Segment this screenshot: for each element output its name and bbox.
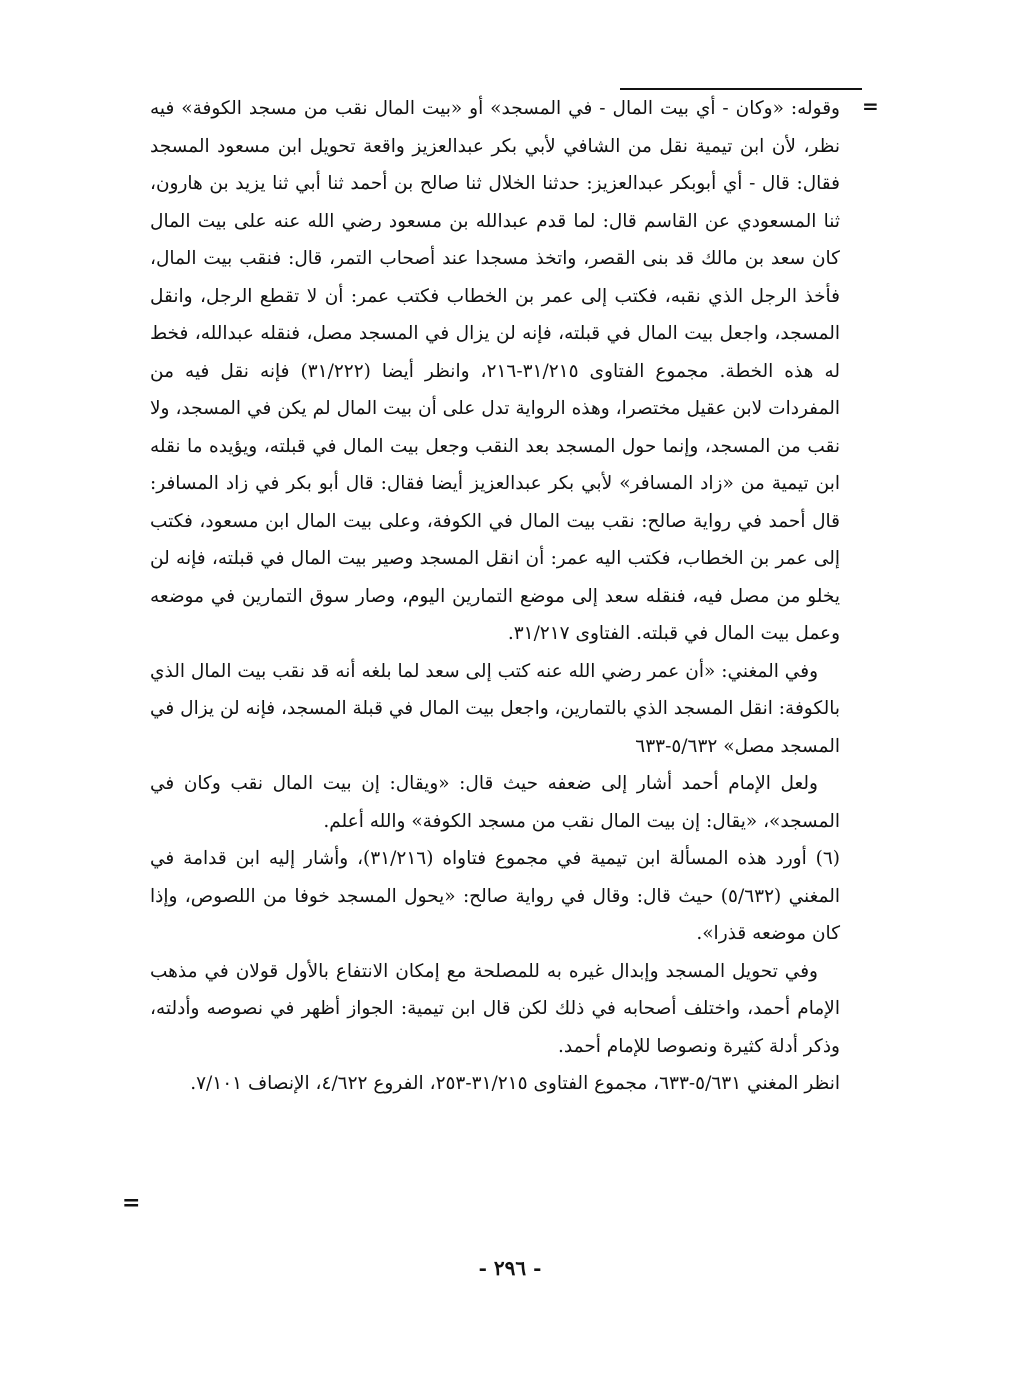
paragraph-2: وفي المغني: «أن عمر رضي الله عنه كتب إلى سعد لما بلغه أنه قد نقب بيت المال الذي بالكوفة: انقل المسجد الذي بالتمارين، واجعل بيت المال في قبلة المسجد، فإنه لن يزال في المسجد مصل» ٥/٦٣٢-٦٣٣ bbox=[150, 660, 840, 757]
paragraph-6: انظر المغني ٥/٦٣١-٦٣٣، مجموع الفتاوى ٣١/٢١٥-٢٥٣، الفروع ٤/٦٢٢، الإنصاف ٧/١٠١. bbox=[190, 1073, 840, 1094]
footnote-text-block bbox=[150, 90, 840, 1103]
paragraph-4: (٦) أورد هذه المسألة ابن تيمية في مجموع فتاواه (٣١/٢١٦)، وأشار إليه ابن قدامة في المغني (٥/٦٣٢) حيث قال: وقال في رواية صالح: «يحول المسجد خوفا من اللصوص، وإذا كان موضعه قذرا». bbox=[150, 848, 841, 944]
margin-continuation-mark-top: = bbox=[862, 94, 879, 118]
page-number: - ٢٩٦ - bbox=[478, 1256, 542, 1280]
paragraph-1: وقوله: «وكان - أي بيت المال - في المسجد» أو «بيت المال نقب من مسجد الكوفة» فيه نظر، لأن ابن تيمية نقل من الشافي لأبي بكر عبدالعزيز واقعة تحويل ابن مسعود المسجد فقال: قال - أي أبوبكر عبدالعزيز: حدثنا الخلال ثنا صالح بن أحمد ثنا أبي ثنا يزيد بن هارون، ثنا المسعودي عن القاسم قال: لما قدم عبدالله بن مسعود رضي الله عنه على بيت المال كان سعد بن مالك قد بنى القصر، واتخذ مسجدا عند أصحاب التمر، قال: فنقب بيت المال، فأخذ الرجل الذي نقبه، فكتب إلى عمر بن الخطاب فكتب عمر: أن لا تقطع الرجل، وانقل المسجد، واجعل بيت المال في قبلته، فإنه لن يزال في المسجد مصل، فنقله عبدالله، فخط له هذه الخطة. مجموع الفتاوى ٣١/٢١٥-٢١٦، وانظر أيضا (٣١/٢٢٢) فإنه نقل فيه من المفردات لابن عقيل مختصرا، وهذه الرواية تدل على أن بيت المال لم يكن في المسجد، ولا نقب من المسجد، وإنما حول المسجد بعد النقب وجعل بيت المال في قبلته، ويؤيده ما نقله ابن تيمية من «زاد المسافر» لأبي بكر عبدالعزيز أيضا فقال: قال أبو بكر في زاد المسافر: قال أحمد في رواية صالح: نقب بيت المال في الكوفة، وعلى بيت المال ابن مسعود، فكتب إلى عمر بن الخطاب، فكتب اليه عمر: أن انقل المسجد وصير بيت المال في قبلته، فإنه لن يخلو من مصل فيه، فنقله سعد إلى موضع التمارين اليوم، وصار سوق التمارين في موضعه وعمل بيت المال في قبلته. الفتاوى ٣١/٢١٧. bbox=[150, 98, 840, 644]
paragraph-5: وفي تحويل المسجد وإبدال غيره به للمصلحة مع إمكان الانتفاع بالأول قولان في مذهب الإمام أحمد، واختلف أصحابه في ذلك لكن قال ابن تيمية: الجواز أظهر في نصوصه وأدلته، وذكر أدلة كثيرة ونصوصا للإمام أحمد. bbox=[150, 960, 840, 1057]
paragraph-3: ولعل الإمام أحمد أشار إلى ضعفه حيث قال: «ويقال: إن بيت المال نقب وكان في المسجد»، «يقال: إن بيت المال نقب من مسجد الكوفة» والله أعلم. bbox=[150, 773, 840, 832]
margin-continuation-mark-bottom: = bbox=[122, 1190, 141, 1216]
